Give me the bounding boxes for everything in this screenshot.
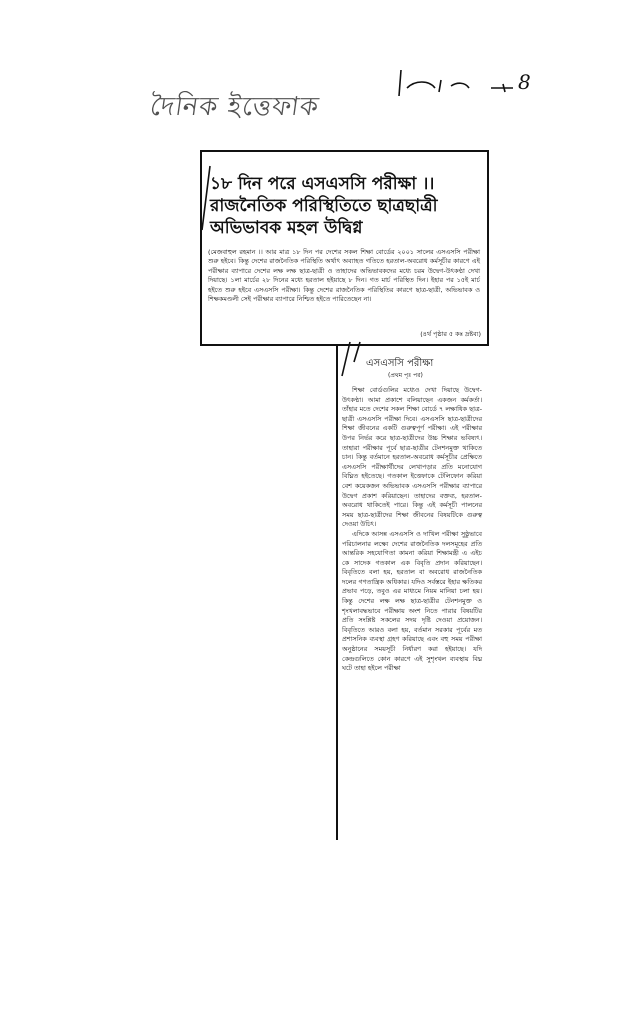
- handwritten-page-number: 8: [518, 70, 531, 94]
- continued-body: [342, 386, 482, 674]
- continued-subtitle: (প্রথম পৃঃ পর): [388, 372, 423, 379]
- continuation-note: (৪র্থ পৃষ্ঠার ৫ কঃ দ্রষ্টব্য): [420, 330, 481, 338]
- headline-line-3: অভিভাবক মহল উদ্বিগ্ন: [210, 218, 363, 238]
- newspaper-masthead: দৈনিক ইত্তেফাক: [148, 92, 322, 122]
- headline-line-2: রাজনৈতিক পরিস্থিতিতে ছাত্রছাত্রী: [210, 196, 438, 216]
- paragraph: এদিকে আসন্ন এসএসসি ও দাখিল পরীক্ষা সুষ্ঠুভাবে পরিচালনার লক্ষ্যে দেশের রাজনৈতিক দলসমূহের প্রতি আন্তরিক সহযোগিতা কামনা করিয়া শিক্ষামন্ত্রী এ এইচ কে সাদেক গতকাল এক বিবৃতি প্রদান করিয়াছেন। বিবৃতিতে বলা হয়, হরতাল বা অবরোধ রাজনৈতিক দলের গণতান্ত্রিক অধিকার। যদিও সর্বস্তরে ইহার ক্ষতিকর প্রভাব পড়ে, তবুও এর মাধ্যমে নিয়ম মানিয়া চলা হয়। কিন্তু দেশের লক্ষ লক্ষ ছাত্র-ছাত্রীর টেনশনমুক্ত ও শৃংখলাবদ্ধভাবে পরীক্ষায় অংশ নিতে পারার বিষয়টির প্রতি সংশ্লিষ্ট সকলের সদয় দৃষ্টি দেওয়া প্রয়োজন। বিবৃতিতে আরও বলা হয়, বর্তমান সরকার পূর্বের মত প্রশাসনিক ব্যবস্থা গ্রহণ করিয়াছে এবং বহু সময় পরীক্ষা অনুষ্ঠানের সময়সূচী নির্ধারণ করা হইয়াছে। যদি কেন্দ্রগুলিতে কোন কারণে এই সুশৃংখল ব্যবস্থায় বিঘ্ন ঘটে তাহা হইলে পরীক্ষা: [342, 529, 482, 673]
- news-clipping-continued: [336, 344, 486, 840]
- article-body: (মেজবাহুল রহমান ।। আর মাত্র ১৮ দিন পর দেশের সকল শিক্ষা বোর্ডের ২০০১ সালের এসএসসি পরীক্ষা শুরু হইবে। কিন্তু দেশের রাজনৈতিক পরিস্থিতি অর্থাৎ অব্যাহত গতিতে হরতাল-অবরোধ কর্মসূচীর কারণে এই পরীক্ষার ব্যাপারে দেশের লক্ষ লক্ষ ছাত্র-ছাত্রী ও তাহাদের অভিভাবকদের মধ্যে চরম উদ্বেগ-উৎকণ্ঠা দেখা দিয়াছে। ১লা মার্চের ২৮ দিনের মধ্যে হরতাল হইয়াছে ৮ দিন। গত মার্চ পরিস্থিত দিন। ইহার পর ১৫ই মার্চ হইতে শুরু হইবে এসএসসি পরীক্ষা। কিন্তু দেশের রাজনৈতিক পরিস্থিতির কারণে ছাত্র-ছাত্রী, অভিভাবক ও শিক্ষকমণ্ডলী সেই পরীক্ষার ব্যাপারে নিশ্চিত হইতে পারিতেছেন না।: [208, 248, 480, 304]
- news-clipping-main: [200, 150, 489, 346]
- continued-title: এসএসসি পরীক্ষা: [366, 358, 434, 369]
- headline-line-1: ১৮ দিন পরে এসএসসি পরীক্ষা ।।: [210, 174, 435, 194]
- clipping-corner-mark: [336, 340, 366, 380]
- paragraph: শিক্ষা বোর্ডগুলির মধ্যেও দেখা দিয়াছে উদ্বেগ-উৎকণ্ঠা। আমা প্রকাশে বলিয়াছেন একজন কর্মকর্তা। তাঁহার মতে দেশের সকল শিক্ষা বোর্ডে ৭ লক্ষাধিক ছাত্র-ছাত্রী এসএসসি পরীক্ষা দিবে। এসএসসি ছাত্র-ছাত্রীদের শিক্ষা জীবনের একটি গুরুত্বপূর্ণ পরীক্ষা। এই পরীক্ষার উপর নির্ভর করে ছাত্র-ছাত্রীদের উচ্চ শিক্ষার ভবিষ্যৎ। তাহারা পরীক্ষার পূর্বে ছাত্র-ছাত্রীর টেনশনমুক্ত থাকিতে চান। কিন্তু বর্তমানে হরতাল-অবরোধ কর্মসূচীর প্রেক্ষিতে এসএসসি পরীক্ষার্থীদের লেখাপড়ার প্রতি মনোযোগ বিঘ্নিত হইতেছে। গতকাল ইত্তেফাকে টেলিফোন করিয়া বেশ কয়েকজন অভিভাবক এসএসসি পরীক্ষার ব্যাপারে উদ্বেগ প্রকাশ করিয়াছেন। তাহাদের বক্তব্য, হরতাল-অবরোধ থাকিতেই পারে। কিন্তু এই কর্মসূচী পালনের সময় ছাত্র-ছাত্রীদের শিক্ষা জীবনের বিষয়টিকে গুরুত্ব দেওয়া উচিৎ।: [342, 386, 482, 529]
- handwritten-marking: [395, 66, 560, 100]
